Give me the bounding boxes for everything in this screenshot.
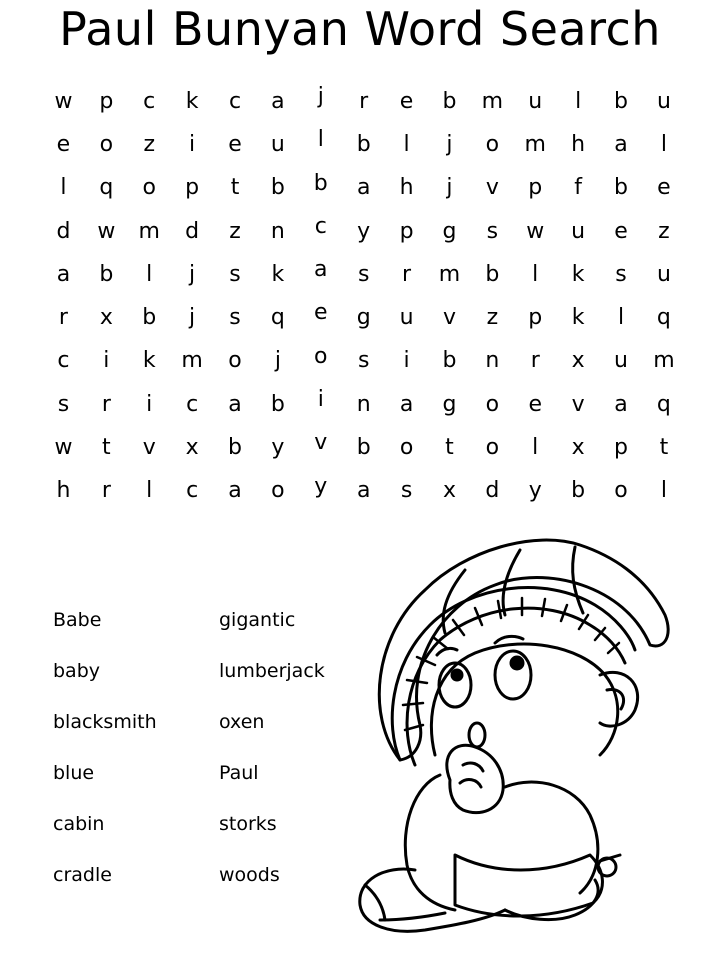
grid-letter: u — [571, 218, 586, 244]
grid-letter: c — [314, 213, 327, 239]
grid-letter: t — [230, 175, 240, 201]
grid-letter: s — [486, 218, 499, 244]
grid-letter: v — [314, 430, 328, 456]
grid-letter: u — [528, 88, 543, 114]
grid-letter: e — [657, 175, 671, 201]
grid-letter: o — [399, 435, 414, 461]
grid-letter: l — [146, 478, 153, 504]
word-list-item: blue — [53, 762, 95, 784]
word-list — [53, 607, 379, 913]
grid-letter: b — [356, 131, 371, 157]
grid-letter: d — [185, 218, 200, 244]
grid-letter: z — [143, 131, 155, 157]
grid-letter: y — [314, 473, 328, 499]
grid-letter: p — [528, 305, 543, 331]
grid-letter: e — [56, 131, 71, 157]
grid-letter: o — [271, 478, 285, 504]
grid-letter: n — [485, 348, 500, 374]
grid-letter: o — [485, 391, 500, 417]
grid-letter: c — [228, 88, 242, 114]
grid-letter: k — [571, 261, 585, 287]
grid-letter: z — [229, 218, 241, 244]
grid-letter: w — [54, 88, 73, 114]
grid-letter: a — [399, 391, 414, 417]
grid-letter: r — [58, 305, 68, 331]
grid-letter: v — [142, 435, 156, 461]
grid-letter: r — [359, 88, 369, 114]
grid-letter: x — [571, 435, 585, 461]
grid-letter: b — [142, 305, 157, 331]
grid-letter: l — [532, 435, 539, 461]
grid-letter: v — [571, 391, 585, 417]
word-list-item: oxen — [219, 711, 265, 733]
grid-letter: a — [314, 257, 328, 283]
grid-letter: b — [270, 391, 285, 417]
grid-letter: b — [356, 435, 371, 461]
grid-letter: s — [357, 348, 370, 374]
grid-letter: i — [189, 131, 196, 157]
grid-letter: b — [614, 175, 628, 201]
grid-letter: o — [314, 343, 328, 369]
grid-letter: u — [270, 131, 285, 157]
grid-letter: u — [399, 305, 414, 331]
grid-letter: t — [102, 435, 111, 461]
grid-letter: u — [614, 348, 628, 374]
hat-outline — [379, 540, 668, 760]
grid-letter: p — [528, 175, 543, 201]
grid-letter: y — [357, 218, 371, 244]
grid-letter: d — [485, 478, 500, 504]
grid-letter: e — [228, 131, 242, 157]
grid-letter: b — [442, 348, 457, 374]
grid-letter: r — [402, 261, 412, 287]
grid-letter: s — [357, 261, 370, 287]
grid-letter: p — [614, 435, 628, 461]
word-list-item: lumberjack — [219, 660, 325, 682]
grid-letter: s — [615, 261, 627, 287]
grid-letter: k — [142, 348, 156, 374]
grid-letter: l — [317, 127, 324, 153]
word-list-item: cabin — [53, 813, 105, 835]
grid-letter: p — [99, 88, 114, 114]
grid-letter: q — [270, 305, 285, 331]
grid-letter: j — [446, 131, 453, 157]
grid-letter: b — [485, 261, 500, 287]
grid-letter: i — [317, 387, 324, 413]
grid-letter: c — [143, 88, 156, 114]
grid-letter: c — [57, 348, 70, 374]
grid-letter: q — [656, 391, 671, 417]
grid-letter: o — [614, 478, 628, 504]
grid-letter: x — [571, 348, 585, 374]
grid-letter: i — [103, 348, 110, 374]
grid-letter: m — [653, 348, 675, 374]
grid-letter: a — [614, 131, 628, 157]
baby-illustration — [345, 525, 675, 950]
grid-letter: l — [146, 261, 153, 287]
grid-letter: j — [189, 305, 196, 331]
grid-letter: o — [142, 175, 156, 201]
grid-letter: v — [442, 305, 456, 331]
grid-letter: m — [438, 261, 461, 287]
grid-letter: p — [399, 218, 414, 244]
grid-letter: z — [486, 305, 499, 331]
grid-letter: g — [356, 305, 371, 331]
grid-letter: b — [99, 261, 114, 287]
grid-letter: r — [101, 478, 111, 504]
grid-letter: y — [528, 478, 542, 504]
grid-letter: n — [270, 218, 285, 244]
grid-letter: a — [356, 175, 371, 201]
grid-letter: t — [659, 435, 669, 461]
grid-letter: d — [56, 218, 71, 244]
grid-letter: b — [614, 88, 628, 114]
grid-letter: i — [146, 391, 153, 417]
grid-letter: a — [614, 391, 628, 417]
grid-letter: l — [532, 261, 539, 287]
grid-letter: c — [186, 478, 199, 504]
grid-letter: o — [228, 348, 242, 374]
grid-letter: m — [481, 88, 504, 114]
grid-letter: s — [57, 391, 70, 417]
grid-letter: j — [274, 348, 281, 374]
grid-letter: x — [185, 435, 199, 461]
grid-letter: m — [138, 218, 160, 244]
grid-letter: l — [617, 305, 625, 331]
diaper — [455, 855, 602, 916]
grid-letter: m — [524, 131, 546, 157]
grid-letter: a — [228, 391, 242, 417]
grid-letter: j — [446, 175, 453, 201]
grid-letter: x — [99, 305, 113, 331]
grid-letter: s — [229, 261, 241, 287]
grid-letter: u — [656, 88, 671, 114]
grid-letter: o — [485, 435, 500, 461]
grid-letter: g — [442, 218, 457, 244]
grid-letter: a — [356, 478, 371, 504]
grid-letter: m — [181, 348, 203, 374]
grid-letter: e — [614, 218, 628, 244]
letter-grid — [42, 80, 685, 513]
grid-letter: a — [228, 478, 242, 504]
hat-brim — [392, 588, 635, 760]
grid-letter: a — [271, 88, 285, 114]
grid-letter: k — [185, 88, 199, 114]
grid-letter: o — [99, 131, 114, 157]
grid-letter: b — [442, 88, 457, 114]
grid-letter: b — [571, 478, 586, 504]
face-outline — [431, 644, 617, 755]
word-list-item: woods — [219, 864, 280, 886]
grid-letter: b — [313, 170, 328, 196]
grid-letter: q — [656, 305, 671, 331]
grid-letter: c — [186, 391, 199, 417]
mouth — [469, 723, 485, 747]
grid-letter: b — [270, 175, 285, 201]
grid-letter: h — [571, 131, 586, 157]
word-list-item: Paul — [219, 762, 259, 784]
grid-letter: i — [403, 348, 410, 374]
grid-letter: l — [403, 131, 410, 157]
grid-letter: h — [399, 175, 414, 201]
grid-letter: j — [317, 84, 324, 109]
grid-letter: r — [530, 348, 540, 374]
word-list-item: cradle — [53, 864, 112, 886]
grid-letter: v — [485, 175, 499, 201]
body — [405, 775, 455, 910]
grid-letter: l — [660, 131, 667, 157]
word-list-item: gigantic — [219, 609, 296, 631]
grid-letter: s — [229, 305, 241, 331]
page-title: Paul Bunyan Word Search — [59, 2, 661, 56]
word-list-item: blacksmith — [53, 711, 157, 733]
grid-letter: w — [54, 435, 73, 461]
grid-letter: e — [399, 88, 414, 114]
grid-letter: a — [56, 261, 71, 287]
grid-letter: j — [189, 261, 196, 287]
hands — [447, 745, 503, 812]
word-list-item: storks — [219, 813, 277, 835]
grid-letter: z — [658, 218, 670, 244]
grid-letter: e — [528, 391, 543, 417]
grid-letter: h — [56, 478, 71, 504]
grid-letter: u — [656, 261, 671, 287]
grid-letter: w — [526, 218, 545, 244]
grid-letter: p — [185, 175, 200, 201]
grid-letter: n — [356, 391, 371, 417]
grid-letter: f — [574, 175, 582, 201]
word-list-item: baby — [53, 660, 101, 682]
grid-letter: y — [271, 435, 285, 461]
grid-letter: g — [442, 391, 457, 417]
grid-letter: x — [442, 478, 456, 504]
grid-letter: t — [445, 435, 454, 461]
grid-letter: l — [660, 478, 667, 504]
grid-letter: b — [228, 435, 242, 461]
grid-letter: r — [101, 391, 111, 417]
grid-letter: k — [271, 261, 285, 287]
word-list-item: Babe — [53, 609, 102, 631]
grid-letter: l — [575, 88, 582, 114]
grid-letter: e — [314, 300, 328, 326]
grid-letter: q — [99, 175, 114, 201]
grid-letter: o — [485, 131, 500, 157]
grid-letter: l — [60, 175, 67, 201]
grid-letter: w — [97, 218, 116, 244]
grid-letter: k — [571, 305, 585, 331]
grid-letter: s — [400, 478, 413, 504]
